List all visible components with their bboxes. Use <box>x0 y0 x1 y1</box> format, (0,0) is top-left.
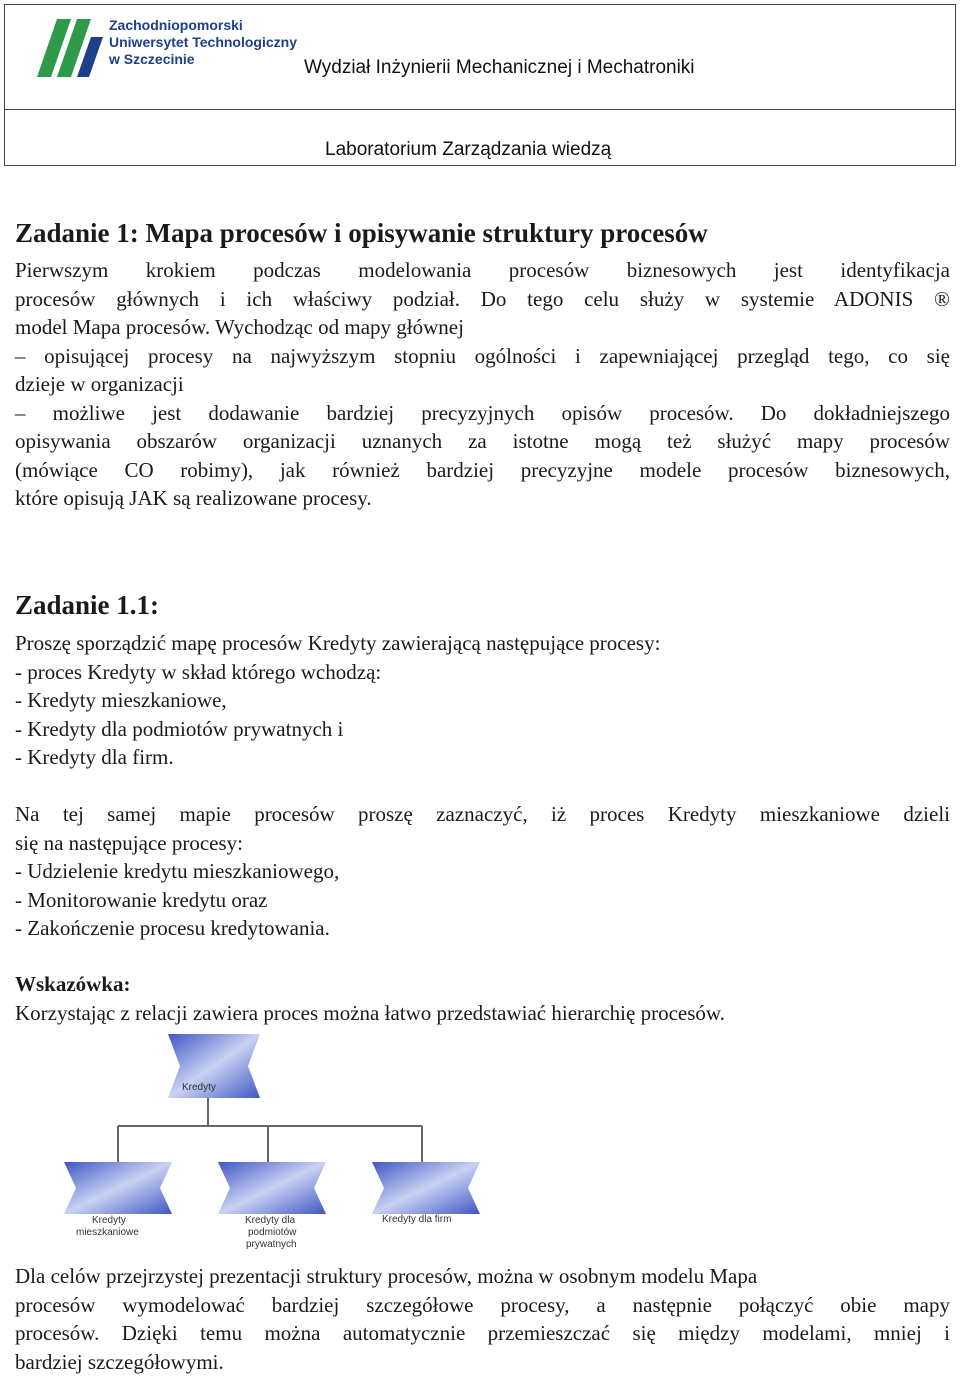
list-item: - Monitorowanie kredytu oraz <box>15 887 268 912</box>
list-item: - Udzielenie kredytu mieszkaniowego, <box>15 859 340 883</box>
paragraph-line: (mówiące CO robimy), jak również bardziej precyzyjne modele procesów biznesowych, <box>15 457 950 482</box>
process-label-line: Kredyty dla <box>245 1215 296 1226</box>
logo-text <box>109 17 297 68</box>
task11-title: Zadanie 1.1: <box>15 590 160 620</box>
lab-name: Laboratorium Zarządzania wiedzą <box>325 139 612 160</box>
paragraph-line: model Mapa procesów. Wychodząc od mapy głównej <box>15 315 464 339</box>
hint-text: Korzystając z relacji zawiera proces można łatwo przedstawiać hierarchię procesów. <box>15 1000 725 1025</box>
paragraph-line: które opisują JAK są realizowane procesy. <box>15 486 372 510</box>
task11-para2-block <box>15 800 950 943</box>
process-node-child-3 <box>372 1162 480 1225</box>
paragraph-line: Na tej samej mapie procesów proszę zaznaczyć, iż proces Kredyty mieszkaniowe dzieli <box>15 802 950 826</box>
paragraph-line: bardziej szczegółowymi. <box>15 1349 224 1374</box>
hint-block <box>15 970 950 1027</box>
paragraph-line: procesów wymodelować bardziej szczegółowe procesy, a następnie połączyć obie mapy <box>15 1292 950 1317</box>
header-row-logo <box>5 5 955 110</box>
paragraph-line: – opisującej procesy na najwyższym stopniu ogólności i zapewniającej przegląd tego, co się <box>15 343 950 368</box>
paragraph-line: opisywania obszarów organizacji uznanych za istotne mogą też służyć mapy procesów <box>15 429 950 453</box>
paragraph-line: procesów głównych i ich właściwy podział. Do tego celu służy w systemie ADONIS ® <box>15 286 950 311</box>
paragraph-line: – możliwe jest dodawanie bardziej precyzyjnych opisów procesów. Do dokładniejszego <box>15 400 950 425</box>
process-shape-child-3 <box>372 1162 480 1214</box>
process-label-line: Kredyty dla firm <box>382 1214 452 1225</box>
list-item: - Kredyty dla firm. <box>15 745 174 769</box>
process-shape-child-1 <box>64 1162 172 1214</box>
paragraph-line: dzieje w organizacji <box>15 372 184 396</box>
logo-line-3: w Szczecinie <box>109 51 195 67</box>
process-label-line: podmiotów <box>248 1227 297 1238</box>
process-map-diagram <box>60 1030 490 1258</box>
hint-title: Wskazówka: <box>15 972 131 996</box>
task11-intro: Proszę sporządzić mapę procesów Kredyty zawierającą następujące procesy: <box>15 631 661 655</box>
task1-paragraph <box>15 256 950 513</box>
process-label-line: Kredyty <box>92 1215 126 1226</box>
logo-line-2: Uniwersytet Technologiczny <box>109 34 297 50</box>
list-item: - Zakończenie procesu kredytowania. <box>15 916 330 940</box>
paragraph-line: Dla celów przejrzystej prezentacji struktury procesów, można w osobnym modelu Mapa <box>15 1264 758 1288</box>
header-table <box>4 4 956 166</box>
process-node-child-1 <box>64 1162 172 1238</box>
task1-title: Zadanie 1: Mapa procesów i opisywanie struktury procesów <box>15 218 708 248</box>
paragraph-line: procesów. Dzięki temu można automatycznie przemieszczać się między modelami, mniej i <box>15 1321 950 1345</box>
process-map-svg <box>60 1030 490 1258</box>
process-shape-child-2 <box>218 1162 326 1214</box>
logo-mark-icon <box>27 15 107 81</box>
list-item: - Kredyty dla podmiotów prywatnych i <box>15 716 344 741</box>
process-node-top <box>168 1034 260 1098</box>
paragraph-line: się na następujące procesy: <box>15 830 243 855</box>
university-logo <box>27 15 317 81</box>
closing-paragraph <box>15 1262 950 1376</box>
paragraph-line: Pierwszym krokiem podczas modelowania procesów biznesowych jest identyfikacja <box>15 258 950 282</box>
list-item: - proces Kredyty w skład którego wchodzą: <box>15 659 382 684</box>
process-label-top: Kredyty <box>182 1082 216 1093</box>
process-label-line: mieszkaniowe <box>76 1227 139 1238</box>
process-label-line: prywatnych <box>246 1239 297 1250</box>
task11-intro-block <box>15 629 950 772</box>
list-item: - Kredyty mieszkaniowe, <box>15 688 227 712</box>
connector-lines <box>118 1098 422 1162</box>
logo-line-1: Zachodniopomorski <box>109 17 243 33</box>
process-node-child-2 <box>218 1162 326 1250</box>
faculty-name: Wydział Inżynierii Mechanicznej i Mechatroniki <box>304 57 695 78</box>
